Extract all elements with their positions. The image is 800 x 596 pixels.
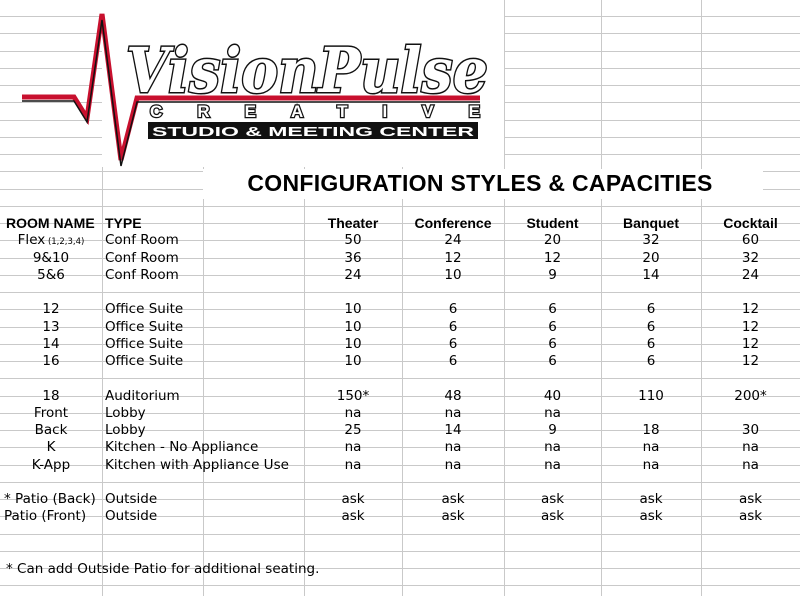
room-type-cell: Outside [105, 508, 158, 524]
room-name-cell: 5&6 [37, 267, 65, 283]
theater-value: na [344, 457, 362, 473]
conference-value: ask [441, 491, 465, 507]
student-value: na [544, 439, 561, 455]
column-header: Student [526, 215, 579, 231]
room-type-cell: Lobby [105, 405, 146, 421]
room-type-cell: Office Suite [105, 353, 184, 369]
theater-value: 36 [344, 250, 362, 266]
student-value: 20 [543, 232, 562, 248]
theater-value: 10 [344, 353, 362, 369]
room-type-cell: Office Suite [105, 301, 184, 317]
room-name-cell: K-App [31, 457, 71, 473]
logo-subtitle: STUDIO & MEETING CENTER [152, 124, 476, 139]
conference-value: 48 [444, 388, 462, 404]
room-type-cell: Outside [105, 491, 158, 507]
column-header: ROOM NAME [6, 215, 95, 231]
room-type-cell: Kitchen with Appliance Use [105, 457, 289, 473]
banquet-value: 18 [642, 422, 660, 438]
theater-value: 50 [344, 232, 362, 248]
column-header: Theater [327, 215, 379, 231]
student-value: na [544, 457, 561, 473]
room-name-cell: K [46, 439, 56, 455]
column-header: Conference [414, 215, 492, 231]
cocktail-value: ask [738, 491, 763, 507]
column-header: Banquet [623, 215, 679, 231]
room-name-cell: Front [33, 405, 69, 421]
theater-value: ask [341, 491, 365, 507]
cocktail-value: 60 [741, 232, 760, 248]
student-value: ask [540, 491, 565, 507]
banquet-value: na [642, 457, 660, 473]
grid-row-line [0, 378, 800, 379]
conference-value: 6 [448, 336, 458, 352]
room-name-cell: * Patio (Back) [4, 491, 96, 507]
student-value: 12 [543, 250, 562, 266]
cocktail-value: 30 [741, 422, 760, 438]
column-header: TYPE [105, 215, 142, 231]
student-value: 6 [548, 353, 557, 369]
theater-value: na [344, 405, 362, 421]
banquet-value: na [642, 439, 660, 455]
student-value: 9 [548, 422, 557, 438]
room-type-cell: Conf Room [105, 267, 179, 283]
footnote: * Can add Outside Patio for additional seating. [6, 561, 320, 577]
room-name-cell: Back [34, 422, 68, 438]
cocktail-value: 12 [741, 301, 760, 317]
grid-row-line [0, 534, 800, 535]
conference-value: 12 [444, 250, 462, 266]
student-value: 6 [548, 301, 557, 317]
grid-row-line [0, 206, 800, 207]
conference-value: 14 [444, 422, 462, 438]
room-name-cell: 14 [42, 336, 60, 352]
theater-value: 150* [336, 388, 370, 404]
theater-value: 24 [344, 267, 362, 283]
room-type-cell: Auditorium [105, 388, 180, 404]
room-note: (1,2,3,4) [45, 237, 85, 247]
theater-value: 10 [344, 319, 362, 335]
room-type-cell: Lobby [105, 422, 146, 438]
cocktail-value: na [742, 457, 759, 473]
theater-value: na [344, 439, 362, 455]
room-type-cell: Kitchen - No Appliance [105, 439, 259, 455]
cocktail-value: 24 [741, 267, 760, 283]
room-name-cell: 12 [42, 301, 60, 317]
student-value: 6 [548, 336, 557, 352]
banquet-value: ask [639, 508, 663, 524]
conference-value: na [444, 457, 462, 473]
student-value: 9 [548, 267, 557, 283]
conference-value: ask [441, 508, 465, 524]
student-value: 40 [543, 388, 562, 404]
banquet-value: ask [639, 491, 663, 507]
room-name-cell [0, 232, 102, 251]
conference-value: 10 [444, 267, 462, 283]
visionpulse-logo [0, 0, 510, 168]
banquet-value: 14 [642, 267, 660, 283]
conference-value: 24 [444, 232, 462, 248]
grid-row-line [0, 292, 800, 293]
conference-value: 6 [448, 301, 458, 317]
room-type-cell: Conf Room [105, 250, 179, 266]
banquet-value: 32 [642, 232, 660, 248]
grid-row-line [0, 585, 800, 586]
theater-value: 10 [344, 336, 362, 352]
room-name: Flex [17, 232, 46, 248]
banquet-value: 110 [638, 388, 664, 404]
banquet-value: 20 [642, 250, 660, 266]
banquet-value: 6 [646, 353, 656, 369]
student-value: na [544, 405, 561, 421]
banquet-value: 6 [646, 336, 656, 352]
banquet-value: 6 [646, 301, 656, 317]
conference-value: na [444, 405, 462, 421]
logo-wordmark: VisionPulse [126, 34, 488, 107]
theater-value: ask [341, 508, 365, 524]
cocktail-value: 12 [741, 353, 760, 369]
page-title: CONFIGURATION STYLES & CAPACITIES [247, 170, 713, 196]
cocktail-value: 12 [741, 336, 760, 352]
room-type-cell: Office Suite [105, 319, 184, 335]
grid-row-line [0, 551, 800, 552]
theater-value: 25 [344, 422, 362, 438]
grid-row-line [0, 482, 800, 483]
room-name-cell: 9&10 [32, 250, 70, 266]
room-type-cell: Conf Room [105, 232, 179, 248]
room-type-cell: Office Suite [105, 336, 184, 352]
cocktail-value: ask [738, 508, 763, 524]
room-name-cell: 16 [42, 353, 60, 369]
cocktail-value: 200* [734, 388, 767, 404]
conference-value: na [444, 439, 462, 455]
conference-value: 6 [448, 319, 458, 335]
column-header: Cocktail [723, 215, 778, 231]
theater-value: 10 [344, 301, 362, 317]
room-name-cell: 18 [42, 388, 60, 404]
room-name-cell: 13 [42, 319, 60, 335]
banquet-value: 6 [646, 319, 656, 335]
cocktail-value: 12 [741, 319, 760, 335]
room-name-cell: Patio (Front) [4, 508, 87, 524]
cocktail-value: 32 [741, 250, 760, 266]
logo-tagline: CREATIVE [150, 102, 480, 121]
student-value: 6 [548, 319, 557, 335]
conference-value: 6 [448, 353, 458, 369]
student-value: ask [540, 508, 565, 524]
cocktail-value: na [742, 439, 759, 455]
